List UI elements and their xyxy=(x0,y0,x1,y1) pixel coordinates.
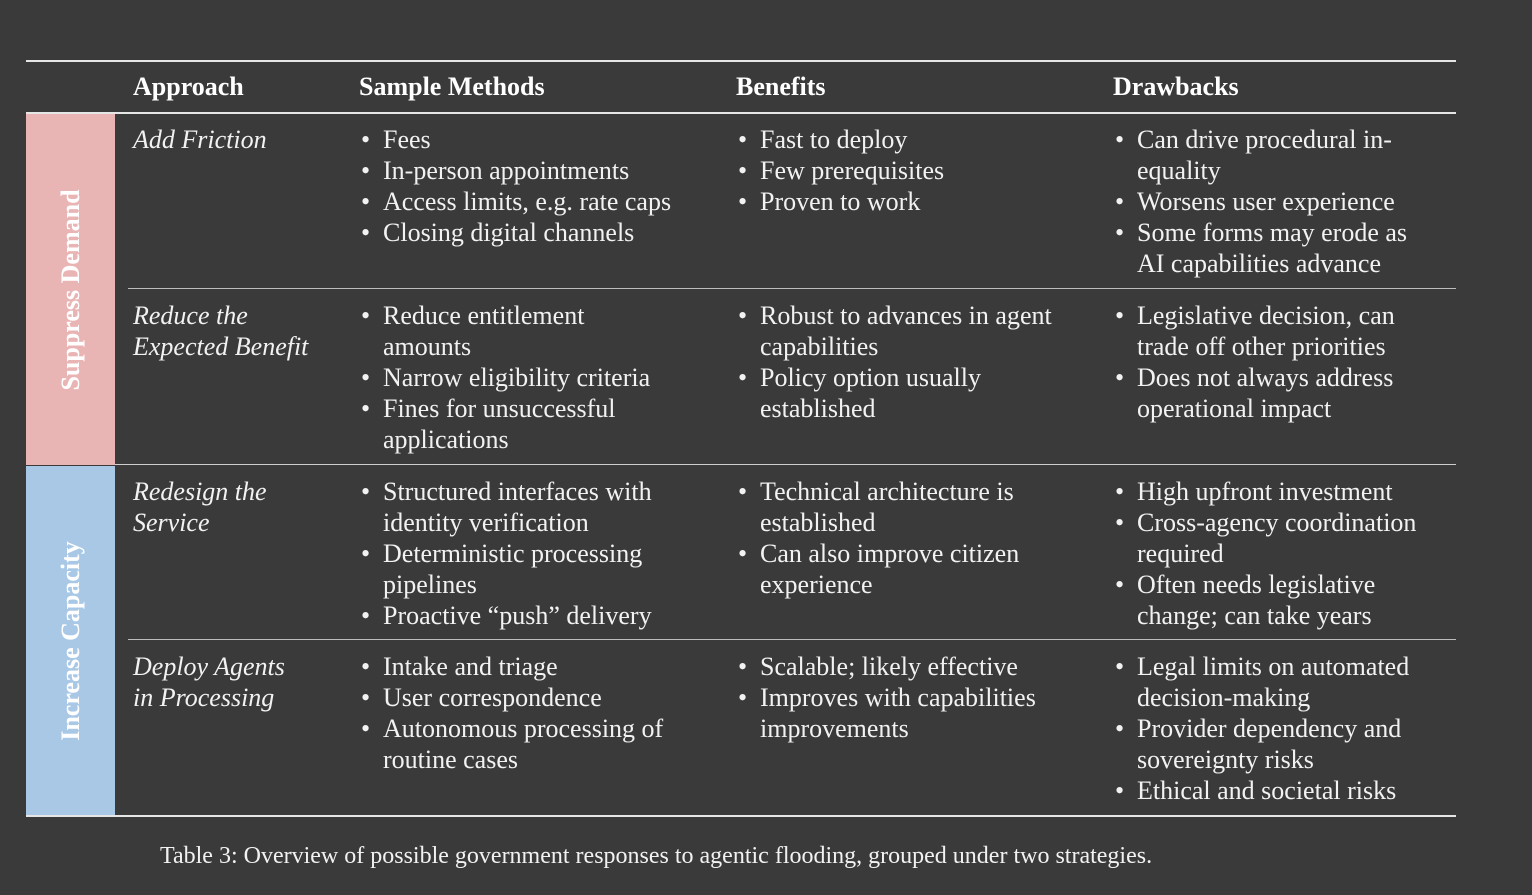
drawbacks-cell xyxy=(1113,476,1416,631)
list-item: • Fines for unsuccessful applications xyxy=(359,393,650,455)
list-item: • Proactive “push” delivery xyxy=(359,600,652,631)
row-divider xyxy=(128,288,1456,289)
group-band-increase-capacity xyxy=(26,466,115,815)
group-label: Suppress Demand xyxy=(55,188,85,391)
list-item: • Provider dependency and sovereignty risks xyxy=(1113,713,1409,775)
benefits-cell xyxy=(736,476,1019,600)
list-item: • Legal limits on automated decision-making xyxy=(1113,651,1409,713)
approach-cell xyxy=(133,651,285,713)
drawbacks-cell xyxy=(1113,651,1409,806)
list-item: • Reduce entitlement amounts xyxy=(359,300,650,362)
list-item: • Few prerequisites xyxy=(736,155,944,186)
header-drawbacks: Drawbacks xyxy=(1113,72,1239,101)
list-item: • Fast to deploy xyxy=(736,124,944,155)
row-divider xyxy=(128,639,1456,640)
methods-cell xyxy=(359,300,650,455)
header-approach: Approach xyxy=(133,72,244,101)
list-item: • Access limits, e.g. rate caps xyxy=(359,186,671,217)
drawbacks-cell xyxy=(1113,300,1395,424)
list-item: • Autonomous processing of routine cases xyxy=(359,713,663,775)
list-item: • Deterministic processing pipelines xyxy=(359,538,652,600)
methods-cell xyxy=(359,651,663,775)
list-item: • Can drive procedural in- equality xyxy=(1113,124,1407,186)
list-item: • In-person appointments xyxy=(359,155,671,186)
methods-cell xyxy=(359,124,671,248)
list-item: • Ethical and societal risks xyxy=(1113,775,1409,806)
approach-line: Deploy Agents xyxy=(133,652,285,681)
group-band-suppress-demand xyxy=(26,114,115,465)
list-item: • Can also improve citizen experience xyxy=(736,538,1019,600)
list-item: • Legislative decision, can trade off other priorities xyxy=(1113,300,1395,362)
list-item: • Cross-agency coordination required xyxy=(1113,507,1416,569)
list-item: • High upfront investment xyxy=(1113,476,1416,507)
methods-cell xyxy=(359,476,652,631)
list-item: • Improves with capabilities improvements xyxy=(736,682,1036,744)
list-item: • Robust to advances in agent capabilities xyxy=(736,300,1052,362)
table-top-rule xyxy=(26,60,1456,62)
list-item: • Technical architecture is established xyxy=(736,476,1019,538)
approach-line: Add Friction xyxy=(133,125,267,154)
list-item: • Structured interfaces with identity verification xyxy=(359,476,652,538)
group-label: Increase Capacity xyxy=(55,540,85,741)
list-item: • Scalable; likely effective xyxy=(736,651,1036,682)
approach-line: in Processing xyxy=(133,683,275,712)
approach-line: Service xyxy=(133,508,210,537)
header-rule xyxy=(26,112,1456,114)
group-divider xyxy=(26,464,1456,465)
approach-line: Expected Benefit xyxy=(133,332,309,361)
list-item: • Narrow eligibility criteria xyxy=(359,362,650,393)
benefits-cell xyxy=(736,300,1052,424)
list-item: • Closing digital channels xyxy=(359,217,671,248)
list-item: • Fees xyxy=(359,124,671,155)
list-item: • Proven to work xyxy=(736,186,944,217)
benefits-cell xyxy=(736,124,944,217)
list-item: • Worsens user experience xyxy=(1113,186,1407,217)
list-item: • Policy option usually established xyxy=(736,362,1052,424)
list-item: • User correspondence xyxy=(359,682,663,713)
list-item: • Often needs legislative change; can take years xyxy=(1113,569,1416,631)
table-caption: Table 3: Overview of possible government responses to agentic flooding, grouped under two strategies. xyxy=(160,843,1153,869)
approach-cell xyxy=(133,476,267,538)
drawbacks-cell xyxy=(1113,124,1407,279)
list-item: • Intake and triage xyxy=(359,651,663,682)
approach-line: Reduce the xyxy=(133,301,248,330)
list-item: • Some forms may erode as AI capabilities advance xyxy=(1113,217,1407,279)
header-sample-methods: Sample Methods xyxy=(359,72,545,101)
approach-line: Redesign the xyxy=(133,477,267,506)
table-bottom-rule xyxy=(26,815,1456,817)
approach-cell xyxy=(133,300,308,362)
approach-cell xyxy=(133,124,267,155)
benefits-cell xyxy=(736,651,1036,744)
header-benefits: Benefits xyxy=(736,72,826,101)
list-item: • Does not always address operational impact xyxy=(1113,362,1395,424)
